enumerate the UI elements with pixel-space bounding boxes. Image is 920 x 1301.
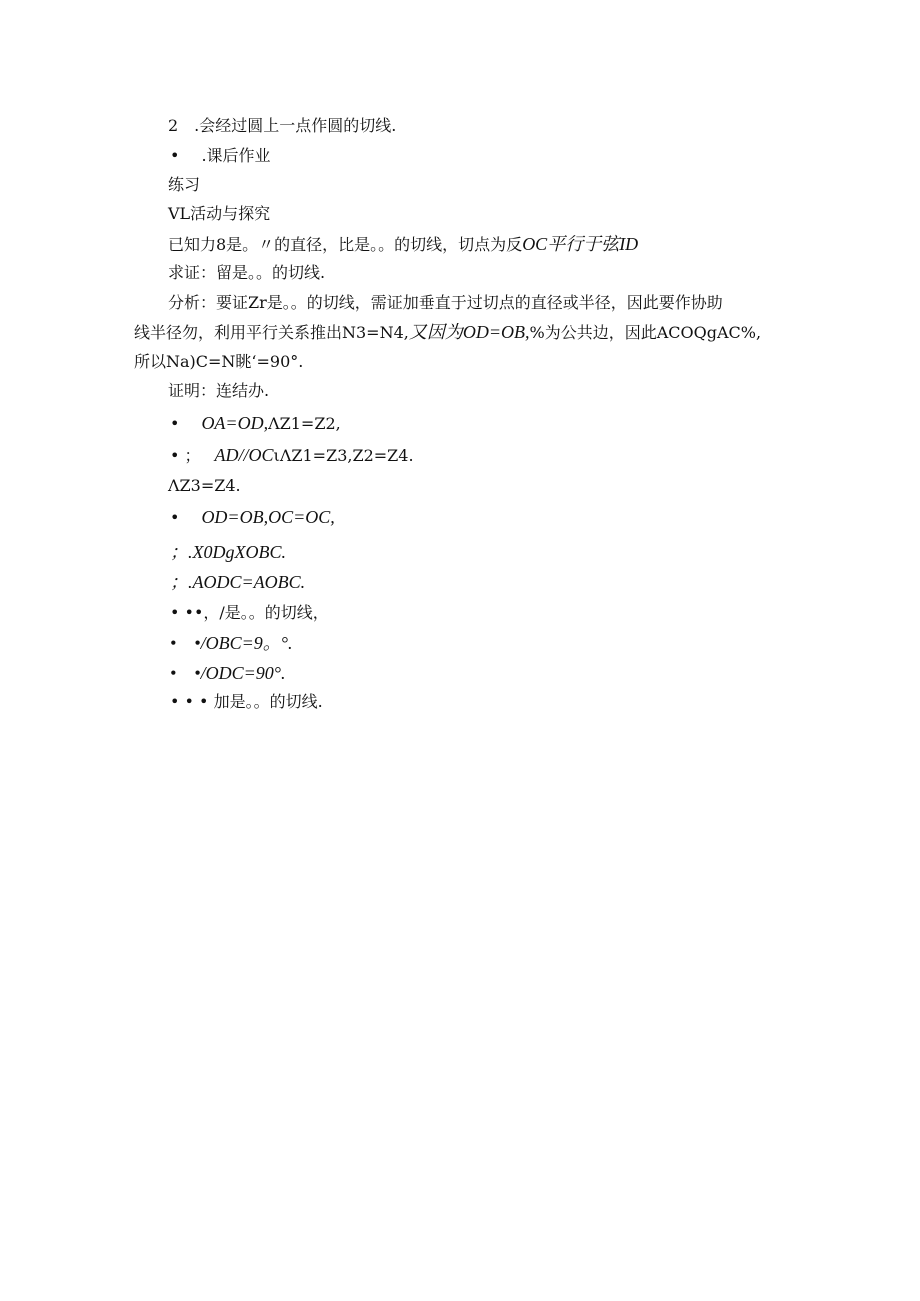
given-text: 已知力8是。〃的直径，比是。。的切线，切点为反 xyxy=(168,235,523,254)
proof-step-italic: OA=OD, xyxy=(201,413,269,433)
line-13: ΛZ3=Z4. xyxy=(168,476,241,495)
line-7: 分析：要证Zr是。。的切线，需证加垂直于过切点的直径或半径，因此要作协助 xyxy=(168,293,723,312)
line-17: • ••，/是。。的切线， xyxy=(170,603,329,622)
bullet: • xyxy=(170,414,180,433)
line-6: 求证：留是。。的切线. xyxy=(168,263,326,282)
line-19: • •/ODC=90°. xyxy=(170,663,286,683)
line-12 xyxy=(170,445,414,466)
line-4: VL活动与探究 xyxy=(168,204,271,223)
line-20: • • • 加是。。的切线. xyxy=(170,692,323,711)
line-16: ；.AODC=AOBC. xyxy=(170,572,306,592)
proof-step-italic: AD//OC xyxy=(214,445,274,465)
line-10: 证明：连结办. xyxy=(168,381,270,400)
bullet: • xyxy=(170,146,180,165)
line-8 xyxy=(134,322,761,343)
proof-step: ιΛZ1=Z3,Z2=Z4. xyxy=(273,446,414,465)
bullet: • xyxy=(170,508,180,527)
line-9: 所以Na)C=N眺‘=90°. xyxy=(134,352,304,371)
line-18: • •/OBC=9。°. xyxy=(170,633,293,653)
line-5 xyxy=(168,234,638,255)
analysis-text-italic: 又因为OD=OB, xyxy=(408,322,530,342)
bullet: • ； xyxy=(170,446,201,465)
line-2 xyxy=(170,146,271,166)
proof-step: ΛZ1=Z2, xyxy=(268,414,341,433)
analysis-text-c: %为公共边，因此ACOQgAC%, xyxy=(529,323,762,342)
line-1: 2 .会经过圆上一点作圆的切线. xyxy=(168,116,397,135)
section-title-homework: .课后作业 xyxy=(201,146,271,165)
line-11 xyxy=(170,413,341,434)
given-text-italic: OC平行于弦ID xyxy=(522,234,639,254)
line-14 xyxy=(170,507,335,528)
analysis-text-a: 线半径勿，利用平行关系推出N3=N4, xyxy=(134,323,409,342)
line-15: ；.X0DgXOBC. xyxy=(170,542,286,562)
proof-step-italic: OD=OB,OC=OC, xyxy=(201,507,335,527)
line-3: 练习 xyxy=(168,175,201,194)
